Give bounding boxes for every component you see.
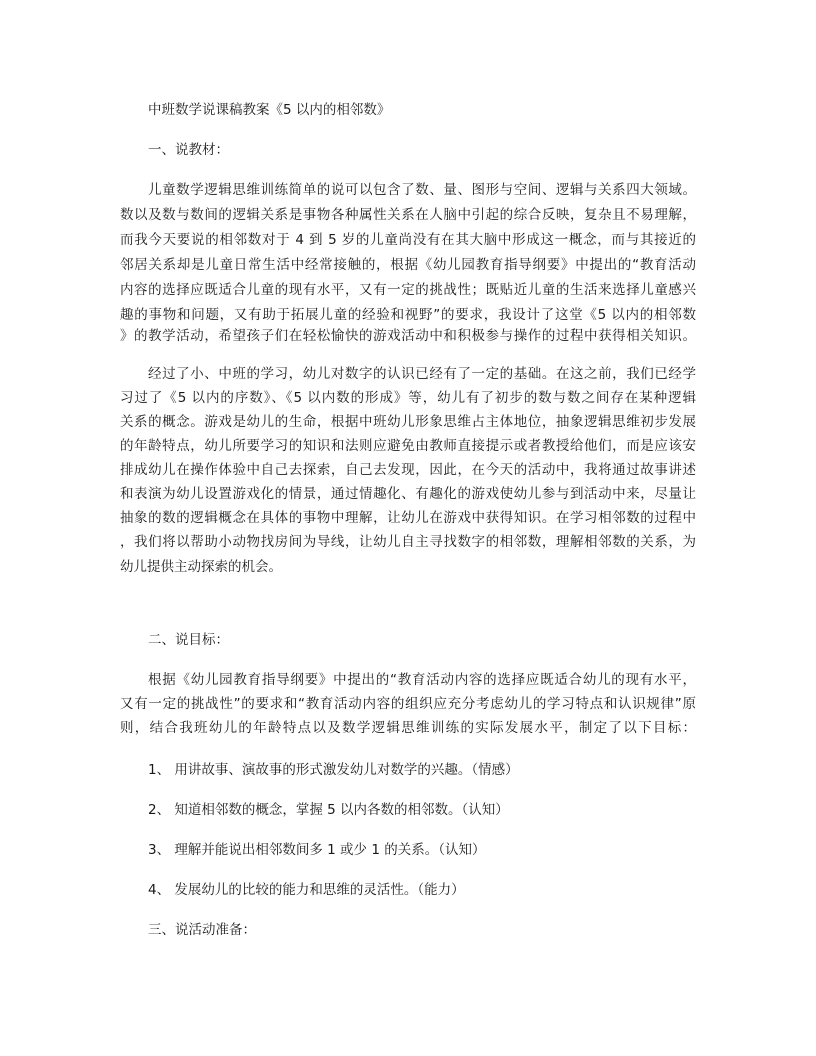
section-heading-objectives: 二、说目标：: [148, 632, 229, 648]
objective-item: 1、 用讲故事、演故事的形式激发幼儿对数学的兴趣。（情感）: [148, 762, 519, 778]
paragraph-line: 则，结合我班幼儿的年龄特点以及数学逻辑思维训练的实际发展水平，制定了以下目标：: [120, 720, 696, 736]
paragraph-line: 又有一定的挑战性”的要求和“教育活动内容的组织应充分考虑幼儿的学习特点和认识规律”原: [120, 696, 696, 712]
objective-item: 4、 发展幼儿的比较的能力和思维的灵活性。（能力）: [148, 882, 465, 898]
paragraph-line: 而我今天要说的相邻数对于 4 到 5 岁的儿童尚没有在其大脑中形成这一概念，而与其接近的: [120, 232, 696, 248]
paragraph-line: 儿童数学逻辑思维训练简单的说可以包含了数、量、图形与空间、逻辑与关系四大领域。: [148, 182, 696, 198]
paragraph-line: 》的教学活动，希望孩子们在轻松愉快的游戏活动中和积极参与操作的过程中获得相关知识。: [120, 328, 696, 344]
paragraph-line: 关系的概念。游戏是幼儿的生命，根据中班幼儿形象思维占主体地位，抽象逻辑思维初步发展: [120, 414, 696, 430]
paragraph-line: 和表演为幼儿设置游戏化的情景，通过情趣化、有趣化的游戏使幼儿参与到活动中来，尽量让: [120, 486, 696, 502]
paragraph-line: 邻居关系却是儿童日常生活中经常接触的，根据《幼儿园教育指导纲要》中提出的“教育活动: [120, 257, 696, 273]
paragraph-line: 的年龄特点，幼儿所要学习的知识和法则应避免由教师直接提示或者教授给他们，而是应该安: [120, 438, 696, 454]
paragraph-line: 趣的事物和问题，又有助于拓展儿童的经验和视野”的要求，我设计了这堂《5 以内的相邻数: [120, 307, 696, 323]
paragraph-line: 根据《幼儿园教育指导纲要》中提出的“教育活动内容的选择应既适合幼儿的现有水平，: [148, 672, 696, 688]
paragraph-line: 习过了《5 以内的序数》、《5 以内数的形成》等，幼儿有了初步的数与数之间存在某种逻辑: [120, 390, 696, 406]
section-heading-preparation: 三、说活动准备：: [148, 922, 256, 938]
paragraph-line: 数以及数与数间的逻辑关系是事物各种属性关系在人脑中引起的综合反映，复杂且不易理解，: [120, 207, 696, 223]
section-heading-teaching-material: 一、说教材：: [148, 142, 229, 158]
document-title: 中班数学说课稿教案《5 以内的相邻数》: [148, 102, 391, 118]
paragraph-line: 排成幼儿在操作体验中自己去探索，自己去发现，因此，在今天的活动中，我将通过故事讲述: [120, 462, 696, 478]
paragraph-line: 内容的选择应既适合儿童的现有水平，又有一定的挑战性；既贴近儿童的生活来选择儿童感兴: [120, 282, 696, 298]
paragraph-line: 抽象的数的逻辑概念在具体的事物中理解，让幼儿在游戏中获得知识。在学习相邻数的过程中: [120, 510, 696, 526]
paragraph-line: 经过了小、中班的学习，幼儿对数字的认识已经有了一定的基础。在这之前，我们已经学: [148, 366, 696, 382]
paragraph-line: 幼儿提供主动探索的机会。: [120, 559, 282, 575]
objective-item: 3、 理解并能说出相邻数间多 1 或少 1 的关系。（认知）: [148, 842, 486, 858]
objective-item: 2、 知道相邻数的概念，掌握 5 以内各数的相邻数。（认知）: [148, 802, 509, 818]
paragraph-line: ，我们将以帮助小动物找房间为导线，让幼儿自主寻找数字的相邻数，理解相邻数的关系，为: [120, 534, 696, 550]
